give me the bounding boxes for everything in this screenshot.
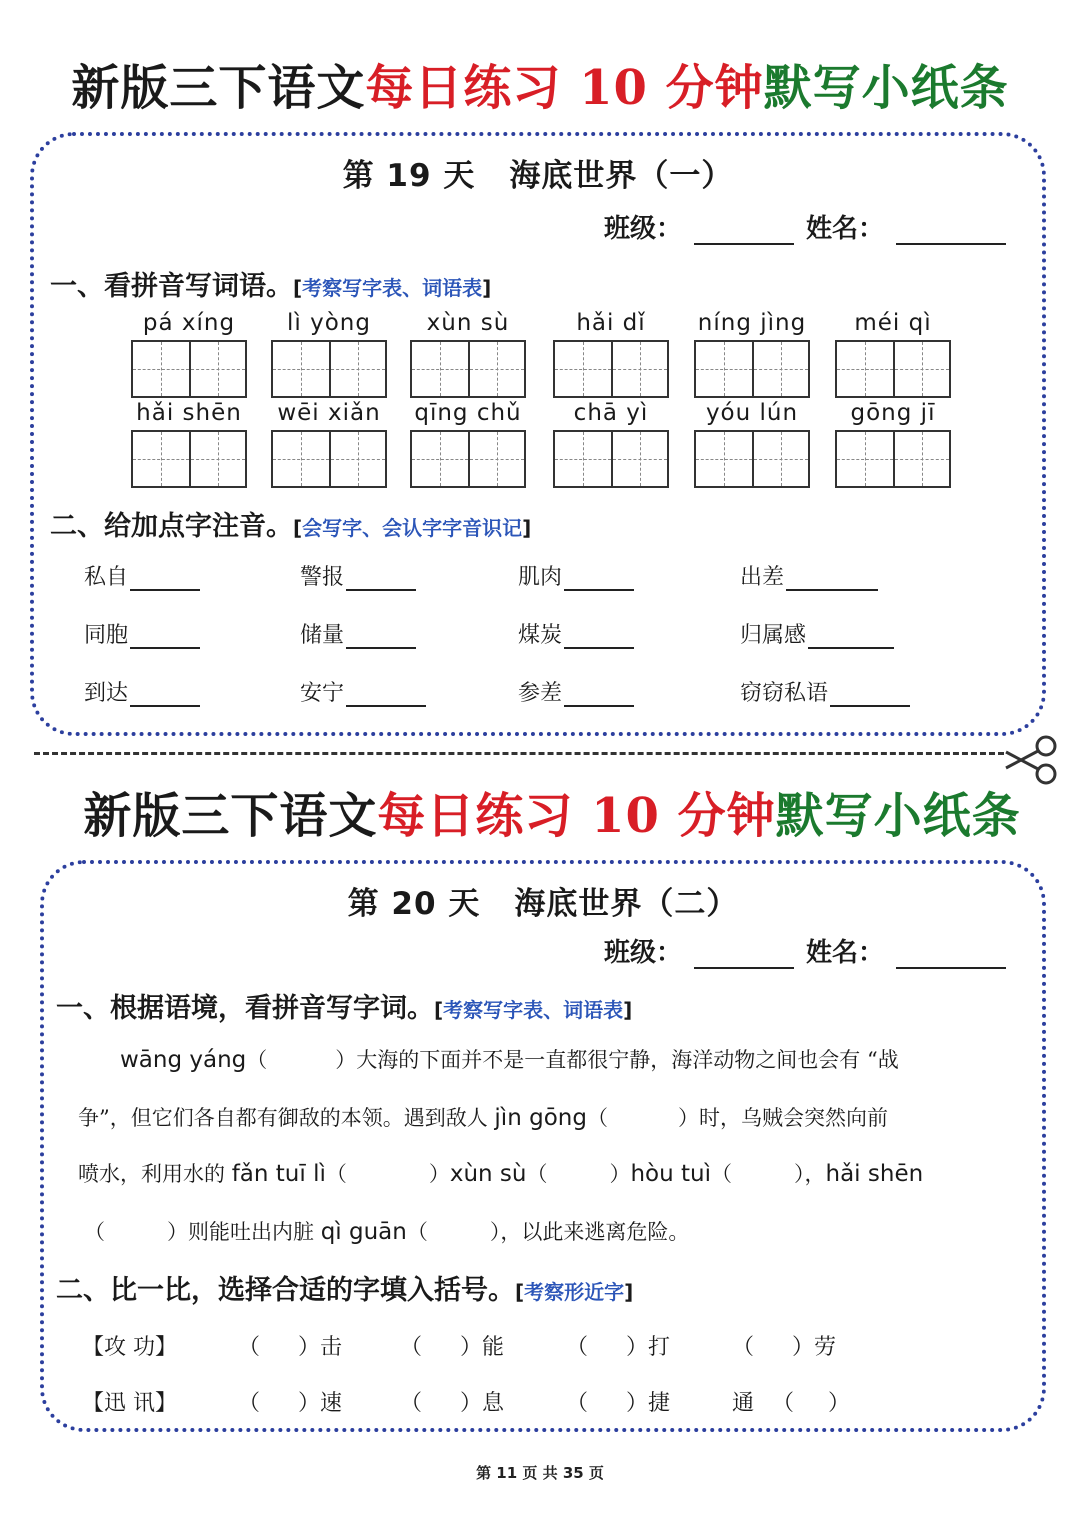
answer-blank[interactable] (130, 627, 200, 649)
pinyin-text: wēi xiǎn (277, 400, 381, 426)
banner-part-red: 每日练习 10 分钟 (365, 60, 764, 116)
name-label: 姓名： (805, 214, 884, 244)
pinyin-text: chā yì (573, 400, 649, 426)
answer-blank[interactable] (830, 685, 910, 707)
passage-line-2: 争”，但它们各自都有御敌的本领。遇到敌人 jìn gōng（ ）时，乌贼会突然向前 (78, 1105, 888, 1131)
pinyin-prompt: fǎn tuī lì (231, 1161, 326, 1187)
section-title: 一、根据语境，看拼音写字词。 (56, 993, 434, 1024)
banner-part-green: 默写小纸条 (775, 788, 1021, 844)
answer-blank[interactable] (564, 627, 634, 649)
pinyin-text: yóu lún (705, 400, 799, 426)
pinyin-prompt: qì guān (320, 1219, 407, 1245)
word-text: 煤炭 (518, 623, 563, 648)
banner-title-1 (0, 58, 1080, 118)
passage-text: 喷水，利用水的 (78, 1162, 225, 1186)
writing-grid[interactable] (835, 340, 951, 398)
compare-item: ）击 (298, 1335, 343, 1360)
pinyin-text: gōng jī (850, 400, 936, 426)
pinyin-text: qīng chǔ (414, 400, 522, 426)
day-number: 第 20 天 (347, 886, 481, 922)
answer-blank[interactable] (346, 627, 416, 649)
section-heading: 二、给加点字注音。[会写字、会认字字音识记] (50, 511, 532, 542)
scissors-icon (1002, 734, 1060, 786)
day-topic: 海底世界（一） (509, 158, 734, 194)
word-text: 安宁 (300, 681, 345, 706)
word-text: 到达 (84, 681, 129, 706)
word-text: 储量 (300, 623, 345, 648)
section-tag: 考察形近字 (524, 1280, 625, 1304)
section-heading: 一、根据语境，看拼音写字词。[考察写字表、词语表] (56, 993, 633, 1024)
pinyin-text: lì yòng (287, 310, 371, 336)
passage-line-3: 喷水，利用水的 fǎn tuī lì（ ）xùn sù（ ）hòu tuì（ ），hǎi shēn (78, 1161, 924, 1187)
word-text: 归属感 (740, 623, 807, 648)
worksheet-card-day19 (30, 132, 1046, 736)
compare-item: ）能 (460, 1335, 505, 1360)
passage-text: ）则能吐出内脏 (167, 1220, 314, 1244)
word-item (84, 618, 200, 649)
class-label: 班级： (603, 938, 682, 968)
section-tag: 考察写字表、词语表 (443, 998, 624, 1022)
word-item (300, 618, 416, 649)
passage-text: ），以此来逃离危险。 (489, 1220, 690, 1244)
banner-part-black: 新版三下语文 (83, 788, 378, 844)
compare-char: 息 (482, 1391, 505, 1416)
name-label: 姓名： (805, 938, 884, 968)
word-item (84, 560, 200, 591)
pinyin-prompt: jìn gōng (494, 1105, 587, 1131)
answer-blank[interactable] (786, 569, 878, 591)
pinyin-text: hǎi dǐ (576, 310, 646, 336)
day-topic: 海底世界（二） (514, 886, 739, 922)
word-text: 同胞 (84, 623, 129, 648)
writing-grid[interactable] (271, 430, 387, 488)
compare-item: ）打 (626, 1335, 671, 1360)
compare-char: 通 (732, 1391, 755, 1416)
answer-blank[interactable] (346, 569, 416, 591)
banner-part-green: 默写小纸条 (763, 60, 1009, 116)
compare-item: ）捷 (626, 1391, 671, 1416)
section-heading: 一、看拼音写词语。[考察写字表、词语表] (50, 271, 492, 302)
pinyin-text: níng jìng (697, 310, 807, 336)
writing-grid[interactable] (694, 430, 810, 488)
writing-grid[interactable] (131, 430, 247, 488)
answer-blank[interactable] (808, 627, 894, 649)
passage-line-4: （ ）则能吐出内脏 qì guān（ ），以此来逃离危险。 (84, 1219, 690, 1245)
compare-item: ）速 (298, 1391, 343, 1416)
word-item (740, 618, 894, 649)
compare-char: 能 (482, 1335, 505, 1360)
writing-grid[interactable] (410, 340, 526, 398)
word-text: 出差 (740, 565, 785, 590)
passage-line-1: wāng yáng（ ）大海的下面并不是一直都很宁静，海洋动物之间也会有 “战 (120, 1047, 899, 1073)
pinyin-prompt: hǎi shēn (825, 1161, 924, 1187)
answer-blank[interactable] (564, 569, 634, 591)
word-text: 私自 (84, 565, 129, 590)
writing-grid[interactable] (835, 430, 951, 488)
word-item (518, 560, 634, 591)
word-text: 警报 (300, 565, 345, 590)
answer-blank[interactable] (130, 685, 200, 707)
pinyin-prompt: hòu tuì (630, 1161, 712, 1187)
writing-grid[interactable] (410, 430, 526, 488)
word-item (740, 560, 878, 591)
word-item (518, 618, 634, 649)
banner-title-2 (12, 786, 1080, 846)
name-blank[interactable] (896, 945, 1006, 969)
writing-grid[interactable] (694, 340, 810, 398)
compare-label: 【攻 功】 (82, 1335, 177, 1360)
day-title (34, 150, 1042, 195)
writing-grid[interactable] (553, 430, 669, 488)
class-name-line (604, 208, 1006, 245)
passage-text: 争”，但它们各自都有御敌的本领。遇到敌人 (78, 1106, 488, 1130)
section-title: 二、比一比，选择合适的字填入括号。 (56, 1275, 515, 1306)
writing-grid[interactable] (553, 340, 669, 398)
section-heading: 二、比一比，选择合适的字填入括号。[考察形近字] (56, 1275, 634, 1306)
word-text: 参差 (518, 681, 563, 706)
word-item (740, 676, 910, 707)
cut-line (34, 752, 1004, 755)
answer-blank[interactable] (130, 569, 200, 591)
passage-text: ）时，乌贼会突然向前 (677, 1106, 888, 1130)
pinyin-prompt: xùn sù (449, 1161, 527, 1187)
class-blank[interactable] (694, 945, 794, 969)
pinyin-text: pá xíng (142, 310, 236, 336)
word-item (300, 560, 416, 591)
compare-item: ）劳 (792, 1335, 837, 1360)
compare-char: 劳 (814, 1335, 837, 1360)
word-text: 窃窃私语 (740, 681, 829, 706)
writing-grid[interactable] (271, 340, 387, 398)
compare-item: ）息 (460, 1391, 505, 1416)
compare-char: 打 (648, 1335, 671, 1360)
answer-blank[interactable] (564, 685, 634, 707)
class-name-line (604, 932, 1006, 969)
name-blank[interactable] (896, 221, 1006, 245)
banner-part-black: 新版三下语文 (71, 60, 366, 116)
compare-char: 击 (320, 1335, 343, 1360)
word-item (84, 676, 200, 707)
answer-blank[interactable] (346, 685, 426, 707)
compare-char: 速 (320, 1391, 343, 1416)
section-title: 一、看拼音写词语。 (50, 271, 293, 302)
banner-part-red: 每日练习 10 分钟 (377, 788, 776, 844)
section-tag: 会写字、会认字字音识记 (302, 516, 523, 540)
section-title: 二、给加点字注音。 (50, 511, 293, 542)
word-text: 肌肉 (518, 565, 563, 590)
compare-label: 【迅 讯】 (82, 1391, 177, 1416)
day-title (44, 878, 1042, 923)
section-tag: 考察写字表、词语表 (302, 276, 483, 300)
class-label: 班级： (603, 214, 682, 244)
pinyin-text: méi qì (854, 310, 932, 336)
day-number: 第 19 天 (342, 158, 476, 194)
page-footer: 第 11 页 共 35 页 (476, 1464, 604, 1482)
pinyin-text: hǎi shēn (136, 400, 242, 426)
passage-text: ）大海的下面并不是一直都很宁静，海洋动物之间也会有 “战 (335, 1048, 899, 1072)
pinyin-prompt: wāng yáng (120, 1047, 247, 1073)
class-blank[interactable] (694, 221, 794, 245)
compare-char: 捷 (648, 1391, 671, 1416)
word-item (518, 676, 634, 707)
writing-grid[interactable] (131, 340, 247, 398)
word-item (300, 676, 426, 707)
worksheet-card-day20: 第 20 天 海底世界（二） 班级： 姓名： 一、根据语境，看拼音写字词。[考察写字表、词语表] wāng yáng（ ）大海的下面并不是一直都很宁静，海洋动物之间也会有 “战 争”，但它们各自都有御敌的本领。遇到敌人 jìn gōng（ ）时，乌贼会突然向前 喷水，利用水的 fǎn tuī lì（ ）xùn sù（ ）hòu tuì（ ），hǎi shēn （ ）则能吐出内脏 qì guān（ ），以此来逃离危险。 二、比一比，选择合适的字填入括号。[考察形近字] 【攻 功】 （ ）击 （ ）能 （ ）打 （ ）劳 【迅 讯】 （ ）速 （ ）息 （ ）捷 通 （ ） (40, 860, 1046, 1432)
pinyin-text: xùn sù (426, 310, 510, 336)
